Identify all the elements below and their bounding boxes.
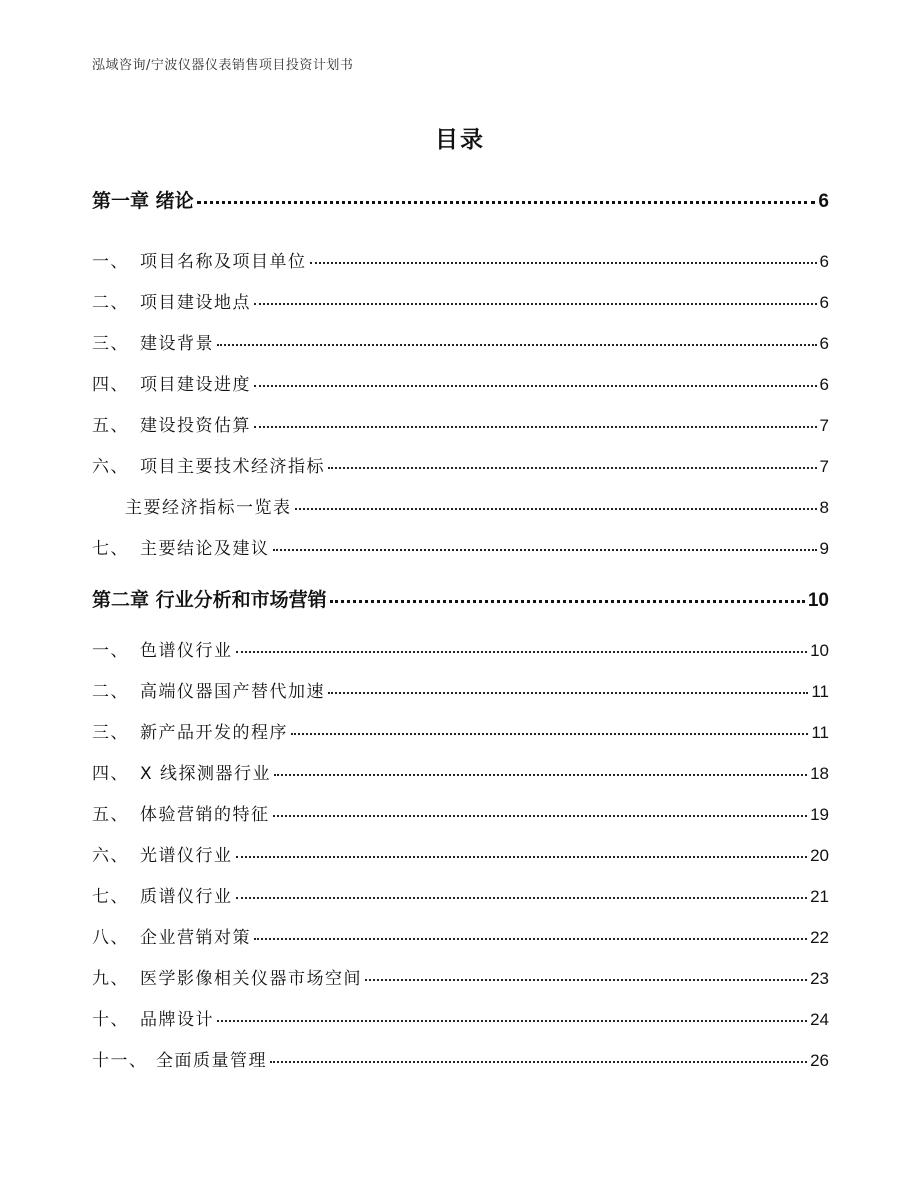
- toc-entry[interactable]: [92, 452, 829, 477]
- toc-entry[interactable]: [92, 800, 829, 825]
- dot-leader: [273, 549, 817, 551]
- toc-entry-label: 医学影像相关仪器市场空间: [140, 969, 362, 989]
- dot-leader: [254, 426, 817, 428]
- toc-page-number: 22: [810, 928, 829, 947]
- toc-page-number: 19: [810, 805, 829, 824]
- toc-entry-number: 八、: [92, 928, 129, 948]
- toc-entry-number: 十、: [92, 1010, 129, 1030]
- toc-chapter-1[interactable]: [92, 186, 829, 213]
- toc-entry-number: 三、: [92, 334, 129, 354]
- toc-entry-label: 主要结论及建议: [140, 539, 270, 559]
- toc-page-number: 6: [819, 334, 829, 353]
- toc-entry-label: 品牌设计: [140, 1010, 214, 1030]
- toc-page-number: 24: [810, 1010, 829, 1029]
- header-divider: [92, 78, 828, 79]
- toc-entry-number: 九、: [92, 969, 129, 989]
- toc-entry-number: 六、: [92, 846, 129, 866]
- toc-page-number: 10: [807, 590, 829, 611]
- dot-leader: [330, 600, 805, 603]
- toc-entry-label: 质谱仪行业: [140, 887, 233, 907]
- toc-chapter-2[interactable]: [92, 585, 829, 612]
- toc-entry-label: 项目名称及项目单位: [140, 252, 307, 272]
- dot-leader: [254, 303, 817, 305]
- toc-entry[interactable]: [92, 923, 829, 948]
- toc-page-number: 6: [819, 375, 829, 394]
- dot-leader: [236, 651, 808, 653]
- toc-entry-number: 四、: [92, 764, 129, 784]
- toc-entry-label: X 线探测器行业: [140, 764, 272, 784]
- toc-page-number: 18: [810, 764, 829, 783]
- toc-subentry[interactable]: [92, 493, 829, 518]
- dot-leader: [295, 508, 817, 510]
- toc-entry[interactable]: [92, 329, 829, 354]
- toc-title: 目录: [435, 127, 485, 153]
- toc-entry-label: 企业营销对策: [140, 928, 251, 948]
- toc-page-number: 8: [819, 498, 829, 517]
- toc-page-number: 20: [810, 846, 829, 865]
- dot-leader: [291, 733, 808, 735]
- toc-entry-number: 三、: [92, 723, 129, 743]
- toc-entry-label: 建设背景: [140, 334, 214, 354]
- toc-entry-number: 一、: [92, 252, 129, 272]
- toc-entry[interactable]: [92, 882, 829, 907]
- dot-leader: [328, 467, 817, 469]
- toc-entry-number: 五、: [92, 416, 129, 436]
- dot-leader: [217, 344, 817, 346]
- toc-entry[interactable]: [92, 534, 829, 559]
- dot-leader: [197, 201, 816, 204]
- toc-entry-label: 第一章 绪论: [92, 190, 194, 212]
- toc-entry[interactable]: [92, 1046, 829, 1071]
- toc-entry-label: 项目建设进度: [140, 375, 251, 395]
- toc-entry[interactable]: [92, 759, 829, 784]
- toc-entry-label: 高端仪器国产替代加速: [140, 682, 325, 702]
- toc-page-number: 26: [810, 1051, 829, 1070]
- dot-leader: [236, 856, 808, 858]
- toc-entry[interactable]: [92, 964, 829, 989]
- toc-entry-number: 七、: [92, 887, 129, 907]
- toc-entry[interactable]: [92, 247, 829, 272]
- dot-leader: [236, 897, 808, 899]
- toc-page-number: 7: [819, 457, 829, 476]
- toc-entry[interactable]: [92, 288, 829, 313]
- dot-leader: [273, 815, 808, 817]
- toc-entry-label: 项目主要技术经济指标: [140, 457, 325, 477]
- toc-page-number: 7: [819, 416, 829, 435]
- toc-entry-label: 项目建设地点: [140, 293, 251, 313]
- dot-leader: [274, 774, 807, 776]
- toc-page-number: 10: [810, 641, 829, 660]
- toc-entry-label: 色谱仪行业: [140, 641, 233, 661]
- dot-leader: [365, 979, 807, 981]
- toc-entry[interactable]: [92, 411, 829, 436]
- toc-entry-label: 建设投资估算: [140, 416, 251, 436]
- running-header: 泓域咨询/宁波仪器仪表销售项目投资计划书: [92, 58, 354, 73]
- toc-entry-label: 新产品开发的程序: [140, 723, 288, 743]
- dot-leader: [254, 938, 807, 940]
- toc-entry-label: 第二章 行业分析和市场营销: [92, 589, 327, 611]
- dot-leader: [217, 1020, 807, 1022]
- toc-entry[interactable]: [92, 1005, 829, 1030]
- toc-page-number: 6: [819, 293, 829, 312]
- toc-page-number: 11: [811, 682, 829, 701]
- toc-entry-label: 光谱仪行业: [140, 846, 233, 866]
- toc-entry[interactable]: [92, 677, 829, 702]
- toc-entry[interactable]: [92, 636, 829, 661]
- toc-entry-label: 体验营销的特征: [140, 805, 270, 825]
- toc-entry-label: 主要经济指标一览表: [125, 498, 292, 518]
- toc-entry[interactable]: [92, 718, 829, 743]
- toc-page-number: 9: [819, 539, 829, 558]
- toc-entry-number: 二、: [92, 293, 129, 313]
- toc-entry[interactable]: [92, 370, 829, 395]
- toc-entry-number: 一、: [92, 641, 129, 661]
- toc-entry-label: 全面质量管理: [156, 1051, 267, 1071]
- toc-entry-number: 六、: [92, 457, 129, 477]
- toc-page-number: 23: [810, 969, 829, 988]
- toc-entry[interactable]: [92, 841, 829, 866]
- dot-leader: [328, 692, 808, 694]
- toc-entry-number: 十一、: [92, 1051, 148, 1071]
- toc-page-number: 6: [819, 252, 829, 271]
- toc-page-number: 11: [811, 723, 829, 742]
- toc-entry-number: 四、: [92, 375, 129, 395]
- dot-leader: [310, 262, 817, 264]
- dot-leader: [270, 1061, 807, 1063]
- toc-entry-number: 二、: [92, 682, 129, 702]
- toc-entry-number: 七、: [92, 539, 129, 559]
- toc-page-number: 21: [810, 887, 829, 906]
- toc-page-number: 6: [818, 191, 829, 212]
- dot-leader: [254, 385, 817, 387]
- toc-entry-number: 五、: [92, 805, 129, 825]
